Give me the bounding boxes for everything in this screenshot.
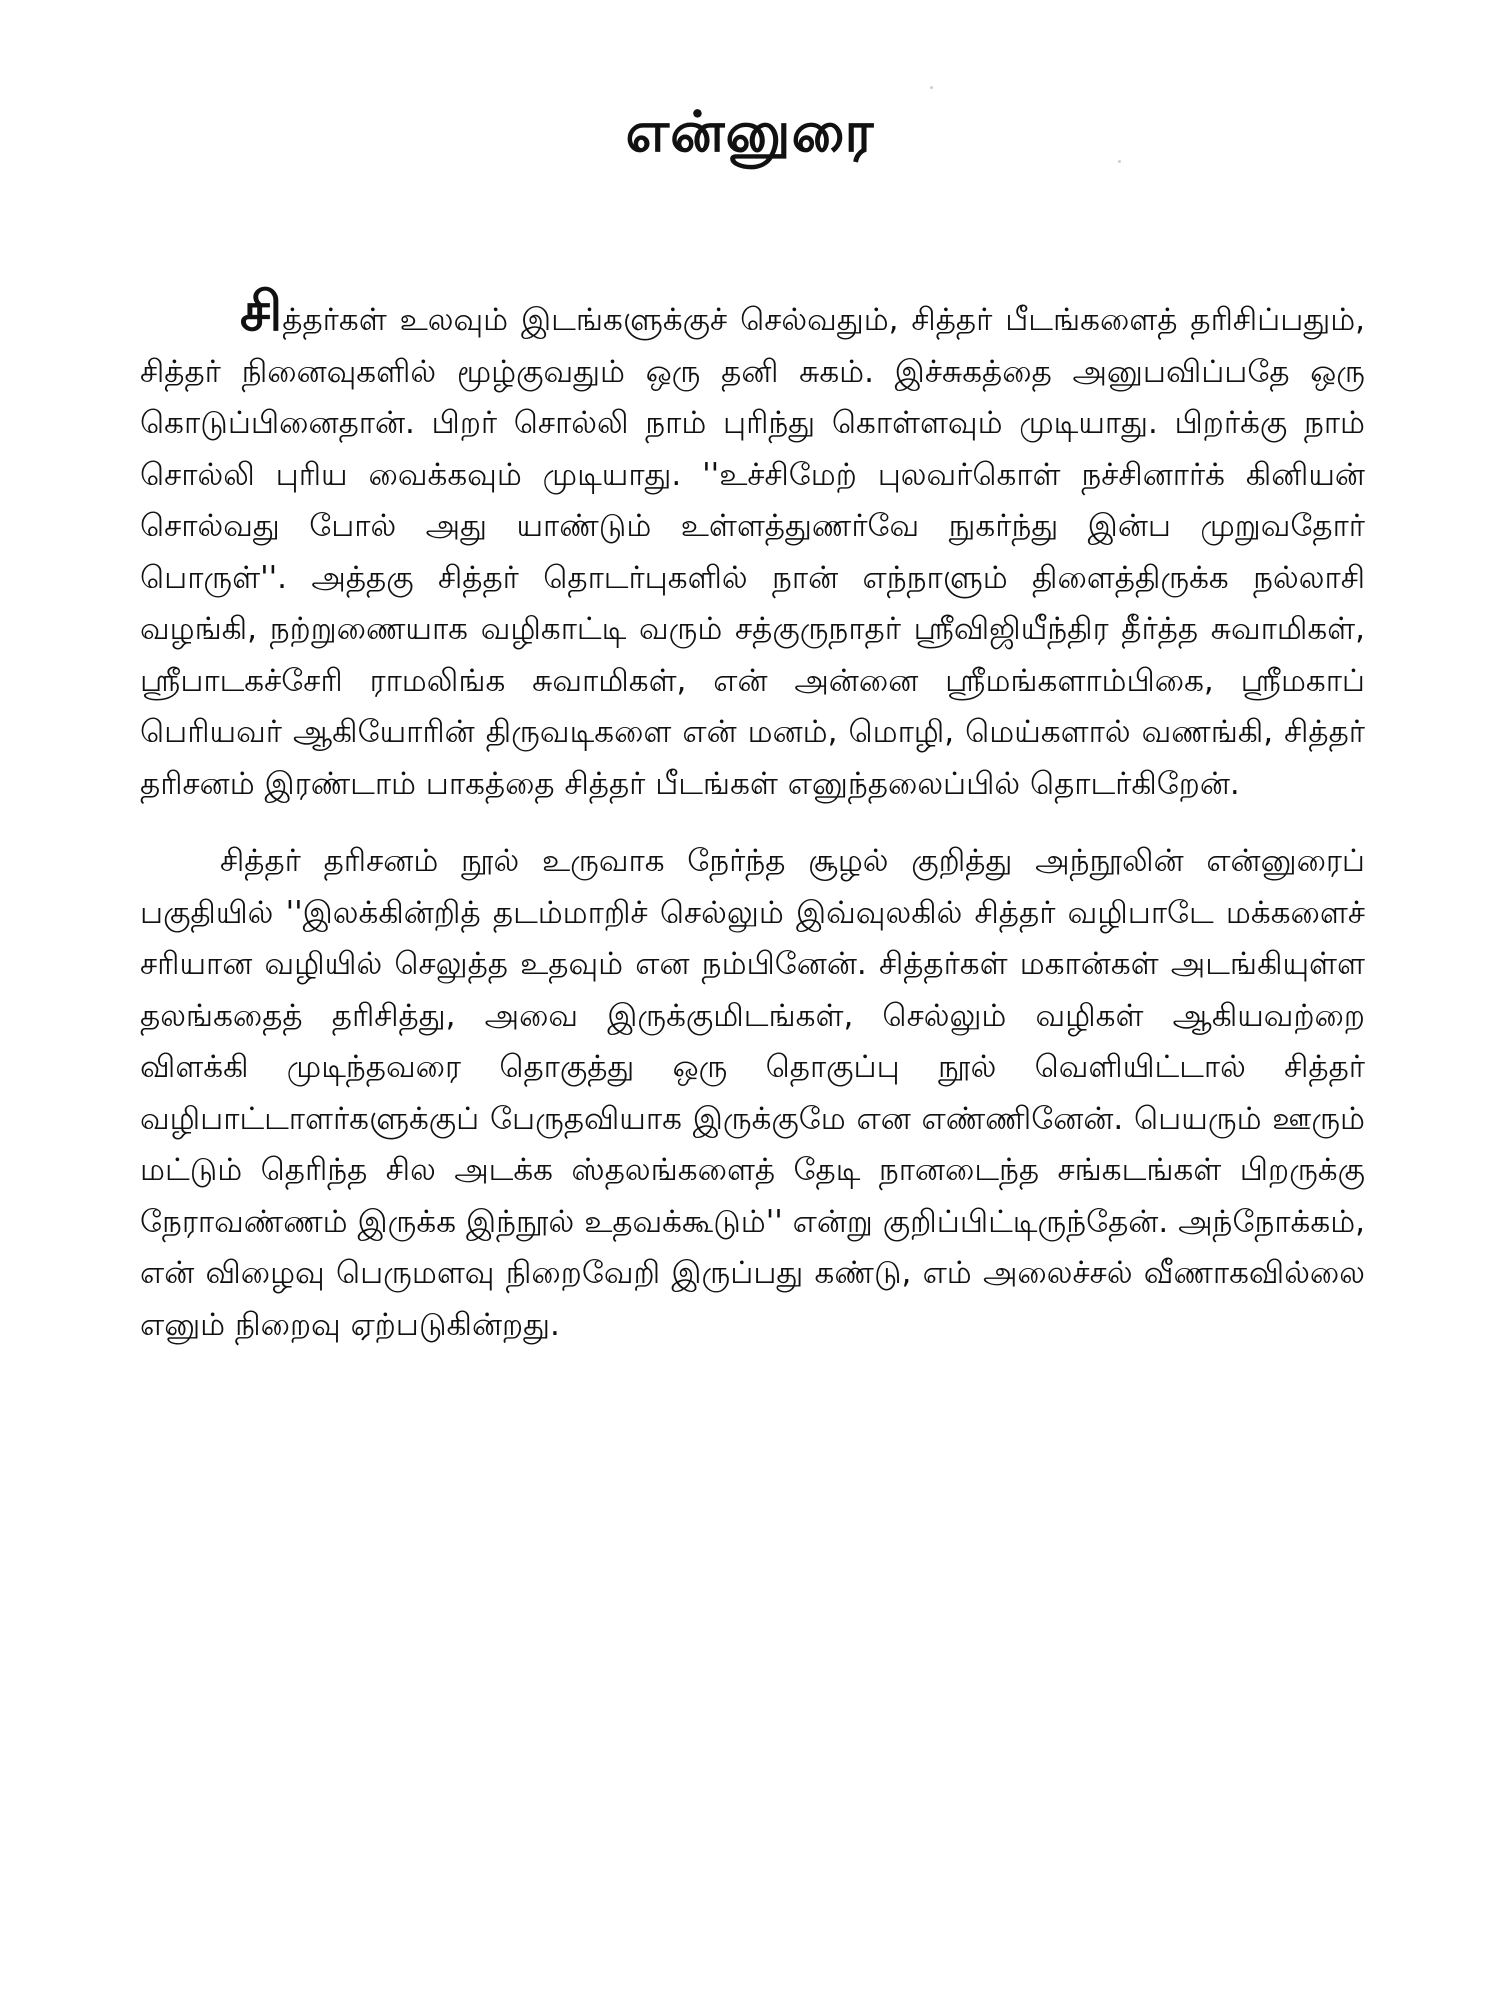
paragraph-2: சித்தர் தரிசனம் நூல் உருவாக நேர்ந்த சூழல் குறித்து அந்நூலின் என்னுரைப் பகுதியில் ''இலக்கின்றித் தடம்மாறிச் செல்லும் இவ்வுலகில் சித்தர் வழிபாடே மக்களைச் சரியான வழியில் செலுத்த உதவும் என நம்பினேன். சித்தர்கள் மகான்கள் அடங்கியுள்ள தலங்கதைத் தரிசித்து, அவை இருக்குமிடங்கள், செல்லும் வழிகள் ஆகியவற்றை விளக்கி முடிந்தவரை தொகுத்து ஒரு தொகுப்பு நூல் வெளியிட்டால் சித்தர் வழிபாட்டாளர்களுக்குப் பேருதவியாக இருக்குமே என எண்ணினேன். பெயரும் ஊரும் மட்டும் தெரிந்த சில அடக்க ஸ்தலங்களைத் தேடி நானடைந்த சங்கடங்கள் பிறருக்கு நேராவண்ணம் இருக்க இந்நூல் உதவக்கூடும்'' என்று குறிப்பிட்டிருந்தேன். அந்நோக்கம், என் விழைவு பெருமளவு நிறைவேறி இருப்பது கண்டு, எம் அலைச்சல் வீணாகவில்லை எனும் நிறைவு ஏற்படுகின்றது. — [140, 843, 1365, 1343]
page-title: என்னுரை — [625, 100, 875, 165]
body-text — [140, 280, 1365, 1351]
drop-cap: சி — [240, 280, 283, 343]
paragraph-1-text: த்தர்கள் உலவும் இடங்களுக்குச் செல்வதும், சித்தர் பீடங்களைத் தரிசிப்பதும், சித்தர் நினைவுகளில் மூழ்குவதும் ஒரு தனி சுகம். இச்சுகத்தை அனுபவிப்பதே ஒரு கொடுப்பினைதான். பிறர் சொல்லி நாம் புரிந்து கொள்ளவும் முடியாது. பிறர்க்கு நாம் சொல்லி புரிய வைக்கவும் முடியாது. ''உச்சிமேற் புலவர்கொள் நச்சினார்க் கினியன் சொல்வது போல் அது யாண்டும் உள்ளத்துணர்வே நுகர்ந்து இன்ப முறுவதோர் பொருள்''. அத்தகு சித்தர் தொடர்புகளில் நான் எந்நாளும் திளைத்திருக்க நல்லாசி வழங்கி, நற்றுணையாக வழிகாட்டி வரும் சத்குருநாதர் ஸ்ரீவிஜியீந்திர தீர்த்த சுவாமிகள், ஸ்ரீபாடகச்சேரி ராமலிங்க சுவாமிகள், என் அன்னை ஸ்ரீமங்களாம்பிகை, ஸ்ரீமகாப் பெரியவர் ஆகியோரின் திருவடிகளை என் மனம், மொழி, மெய்களால் வணங்கி, சித்தர் தரிசனம் இரண்டாம் பாகத்தை சித்தர் பீடங்கள் எனுந்தலைப்பில் தொடர்கிறேன். — [140, 302, 1365, 802]
paragraph-1 — [140, 280, 1365, 810]
scan-speck — [930, 86, 933, 89]
